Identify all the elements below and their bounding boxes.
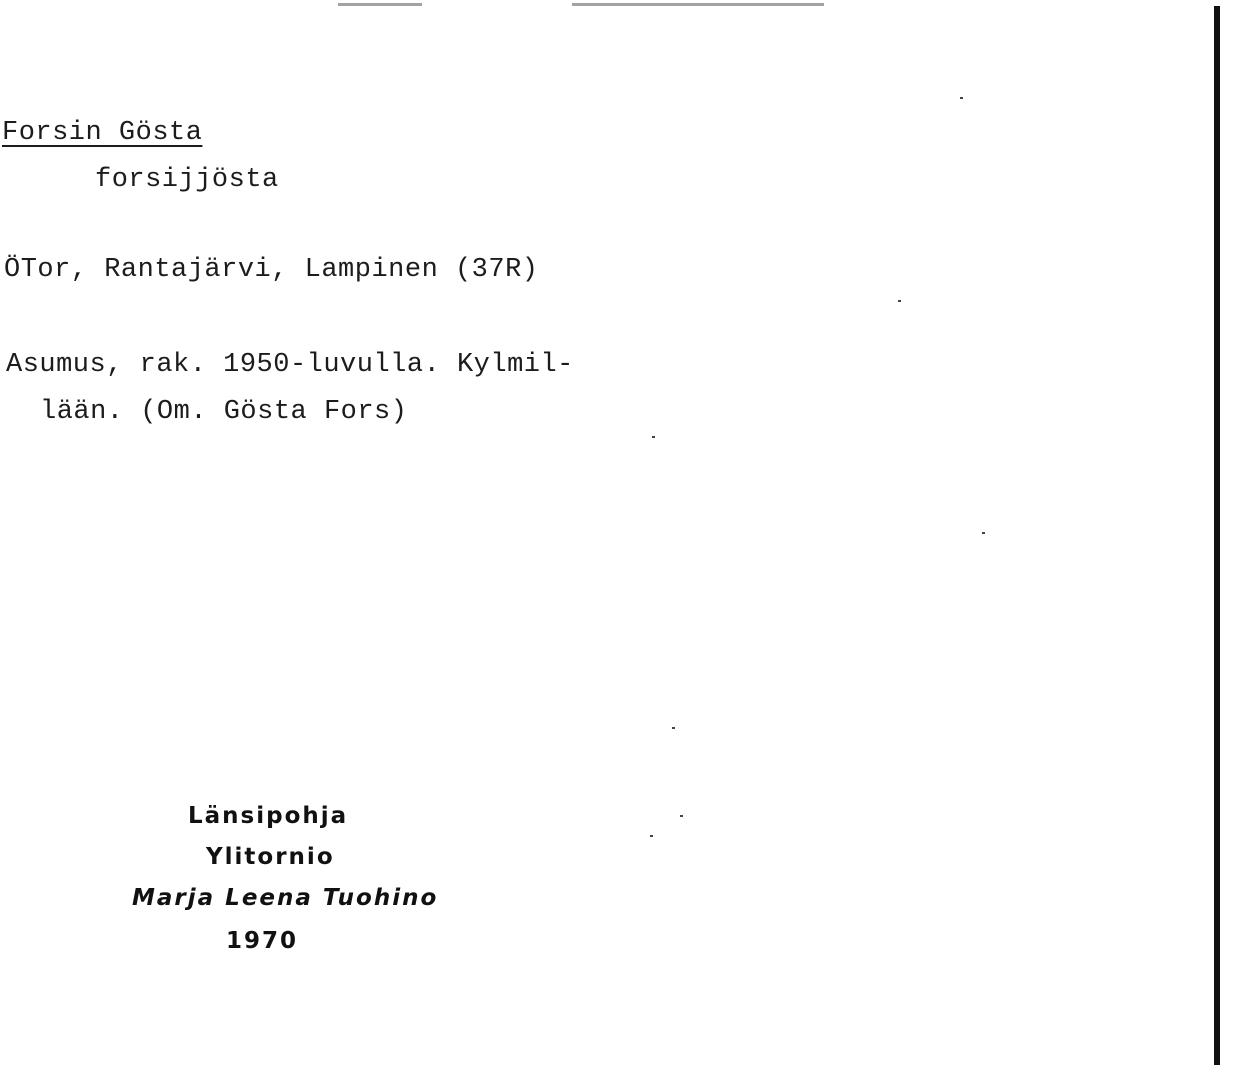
source-reference: ÖTor, Rantajärvi, Lampinen (37R) xyxy=(4,255,539,285)
stamp-collector: Marja Leena Tuohino xyxy=(132,885,439,911)
dialect-form: forsijjösta xyxy=(95,165,279,195)
description-line-2: lään. (Om. Gösta Fors) xyxy=(40,397,408,427)
speck xyxy=(960,97,963,99)
scan-artifact xyxy=(338,3,422,6)
speck xyxy=(982,532,985,534)
stamp-parish: Ylitornio xyxy=(206,844,335,870)
speck xyxy=(652,436,655,438)
speck xyxy=(898,300,901,302)
entry-title: Forsin Gösta xyxy=(2,118,203,148)
speck xyxy=(680,815,683,817)
card-edge-line xyxy=(1214,6,1220,1065)
speck xyxy=(672,727,675,729)
stamp-year: 1970 xyxy=(226,928,299,954)
stamp-region: Länsipohja xyxy=(188,803,349,829)
scan-artifact xyxy=(572,3,824,6)
description-line-1: Asumus, rak. 1950-luvulla. Kylmil- xyxy=(6,350,574,380)
speck xyxy=(650,835,653,837)
